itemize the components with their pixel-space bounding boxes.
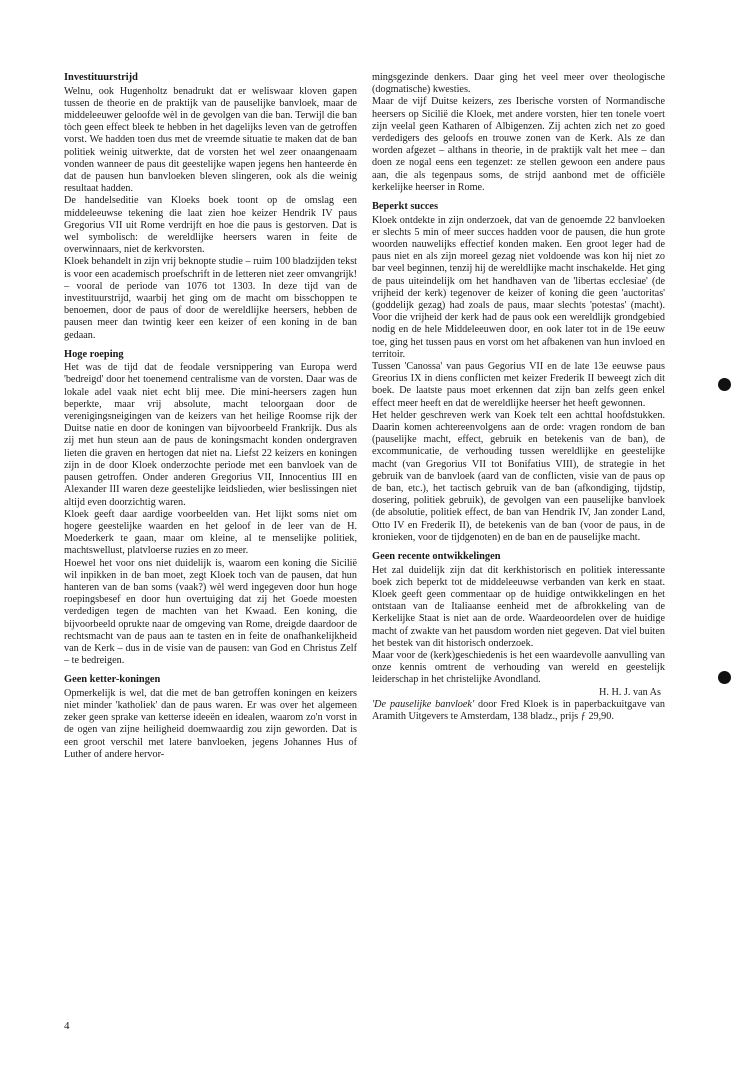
page-number: 4 bbox=[64, 1020, 70, 1032]
punch-hole-icon bbox=[718, 671, 731, 684]
section-title-hoge-roeping: Hoge roeping bbox=[64, 348, 124, 360]
paragraph: Maar de vijf Duitse keizers, zes Iberische vorsten of Normandische heersers op Sicilië die Kloek, met andere vorsten, hier ten tonele voert zijn veelal geen Katharen of Albigenzen. Zij achten zich net zo goed verdedigers des geloofs en trouwe zonen van de Kerk. Als ze dan worden afgezet – althans in theorie, in de praktijk valt het mee – dan doen ze nogal eens een tegenzet: ze stellen gewoon een andere paus aan, die als tegenpaus soms, de strijd aanbond met de officiële kerkelijke heerser in Rome. bbox=[372, 96, 665, 193]
book-reference bbox=[372, 699, 665, 723]
author-signature: H. H. J. van As bbox=[599, 686, 661, 698]
punch-hole-icon bbox=[718, 378, 731, 391]
paragraph: Welnu, ook Hugenholtz benadrukt dat er weliswaar kloven gapen tussen de theorie en de praktijk van de pauselijke banvloek, maar de middeleeuwer geloofde wèl in de gevolgen van die ban. Terwijl die ban tòch geen effect bleek te hebben in het dagelijks leven van de getroffen vorst. We hadden toen dus met de vreemde situatie te maken dat de ban politiek weinig uitwerkte, dat de vorsten het wel zeer onaangenaam vonden wanneer de paus dit geestelijke wapen jegens hen hanteerde èn dat de pausen hun banvloeken bleven slingeren, ook als die weinig resultaat hadden. bbox=[64, 85, 357, 195]
paragraph: Kloek behandelt in zijn vrij beknopte studie – ruim 100 bladzijden tekst is voor een academisch proefschrift in de letteren niet zeer omvangrijk! – vooral de periode van 1076 tot 1303. In deze tijd van de investituurstrijd, waarbij het ging om de macht om bisschoppen te benoemen, door de paus of door de wereldlijke heersers, hebben de pausen meer dan twintig keer een keizer of een koning in de ban gedaan. bbox=[64, 256, 357, 341]
paragraph: Maar voor de (kerk)geschiedenis is het een waardevolle aanvulling van onze kennis omtrent de verhouding van wereld en geestelijk leiderschap in het christelijke Avondland. bbox=[372, 649, 665, 686]
section-title-investituurstrijd: Investituurstrijd bbox=[64, 72, 138, 83]
paragraph: Hoewel het voor ons niet duidelijk is, waarom een koning die Sicilië wil inpikken in de ban moet, zegt Kloek toch van de pausen, dat hun hanteren van de ban soms (vaak?) wèl werd ingegeven door hun hoge roepingsbesef en door hun overtuiging dat zij het Goede moesten verdedigen tegen de machten van het Kwaad. Een koning, die bijvoorbeeld oprukte naar de omgeving van Rome, dreigde daardoor de rechtsmacht van de paus aan te tasten en in feite de onafhankelijkheid van de Kerk – dus in de visie van de pausen: van God en Christus Zelf – te bedreigen. bbox=[64, 557, 357, 667]
section-title-geen-ketter-koningen: Geen ketter-koningen bbox=[64, 674, 161, 686]
section-title-beperkt-succes: Beperkt succes bbox=[372, 201, 439, 213]
left-column bbox=[64, 72, 357, 761]
paragraph: Tussen 'Canossa' van paus Gegorius VII en de late 13e eeuwse paus Greorius IX in diens conflicten met keizer Frederik II beweegt zich dit boek. De laatste paus moet erkennen dat zijn ban zelfs geen enkel effect meer heeft en dat de wereldlijke heerser het heeft gewonnen. bbox=[372, 360, 665, 409]
paragraph: Het zal duidelijk zijn dat dit kerkhistorisch en politiek interessante boek zich beperkt tot de middeleeuwse verbanden van kerk en staat. Kloek geeft geen commentaar op de huidige ontwikkelingen en het ontstaan van de Italiaanse eenheid met de afbrokkeling van de Kerkelijke Staat is niet aan de orde. Waardeoordelen over de huidige macht of zwakte van het pausdom worden niet gegeven. Dat viel buiten het bestek van dit historisch onderzoek. bbox=[372, 564, 665, 649]
book-title: 'De pauselijke banvloek' bbox=[372, 698, 475, 710]
paragraph: Opmerkelijk is wel, dat die met de ban getroffen koningen en keizers niet minder 'katholiek' dan de paus waren. Er was over het algemeen zeker geen sprake van ketterse ideeën en idealen, waarom zo'n vorst in de ogen van zijne heiligheid doemwaardig zou zijn geworden. Dat is een groot verschil met latere banvloeken, jegens Johannes Hus of Luther of andere hervor- bbox=[64, 687, 357, 760]
paragraph: Het helder geschreven werk van Koek telt een achttal hoofdstukken. Daarin komen achtereenvolgens aan de orde: vragen rondom de ban (pauselijke macht, effect, gebruik en betekenis van de ban), de excommunicatie, de verhouding tussen wereldlijke en geestelijke macht (van Gregorius VII tot Bonifatius VIII), de strategie in het gebruik van de banvloek (aard van de conflicten, visie van de paus op de ban, etc.), het tactisch gebruik van de ban (afkondiging, tijdstip, dosering, politiek gebruik), de gevolgen van een pauselijke banvloek (de absolutie, politiek effect, de ban van Hendrik IV, Jan zonder Land, Otto IV en Frederik II), de betekenis van de ban (voor de paus, in de kronieken, voor de tijdgenoten) en de ban en de pauselijke macht. bbox=[372, 409, 665, 543]
paragraph: Kloek geeft daar aardige voorbeelden van. Het lijkt soms niet om hogere geestelijke waarden en het geloof in de leer van de H. Moederkerk te gaan, maar om kleine, al te menselijke politiek, machtswellust, platvloerse ruzies en zo meer. bbox=[64, 508, 357, 557]
paragraph: Kloek ontdekte in zijn onderzoek, dat van de genoemde 22 banvloeken er slechts 5 min of meer succes hadden voor de pausen, die hun grote woorden nauwelijks effectief konden maken. Een groot leger had de paus niet en als zijn moreel gezag niet voldoende was kon hij niet zo bar veel beginnen, tenzij hij de wereldlijke macht inschakelde. Het ging de paus uiteindelijk om het handhaven van de 'libertas ecclesiae' (de vrijheid der kerk) tegenover de keizer of koning die geen 'auctoritas' (goddelijk gezag) had zoals de paus, maar slechts 'potestas' (macht). Voor die vrijheid der kerk had de paus ook een wereldlijk grondgebied nodig en de hele Middeleeuwen door, en ook later tot in de 19e eeuw toe, ging het tussen paus en vorst om het afbakenen van hun invloed en territoir. bbox=[372, 214, 665, 360]
paragraph: Het was de tijd dat de feodale versnippering van Europa werd 'bedreigd' door het toenemend centralisme van de vorsten. Daar was de lokale adel vaak niet echt blij mee. Die mini-heersers zagen hun beperkte, maar vrij absolute, macht teloorgaan door de verenigingsneigingen van de keizers van het heilige Roomse rijk der Duitse natie en door de koningen van bijvoorbeeld Frankrijk. Dus als zij met hun steun aan de paus de koningsmacht konden ondergraven lieten die graven en hertogen dat niet na. Liefst 22 keizers en koningen zijn in de door Kloek onderzochte periode met een banvloek van de pausen getroffen. Onder anderen Gregorius VII, Innocentius III en Alexander III waren deze geestelijke leidslieden, wier beslissingen niet altijd even doorzichtig waren. bbox=[64, 362, 357, 508]
book-details: door Fred Kloek is in paperbackuitgave van Aramith Uitgevers te Amsterdam, 138 bladz., prijs ƒ 29,90. bbox=[372, 698, 665, 722]
paragraph: mingsgezinde denkers. Daar ging het veel meer over theologische (dogmatische) kwesties. bbox=[372, 72, 665, 96]
paragraph: De handelseditie van Kloeks boek toont op de omslag een middeleeuwse tekening die laat zien hoe keizer Hendrik IV paus Gregorius VII uit Rome verdrijft en hoe die paus is gestorven. Dat is wel symbolisch: de wereldlijke heersers waren in feite de overwinnaars, niet de kerkvorsten. bbox=[64, 195, 357, 256]
section-title-geen-recente-ontwikkelingen: Geen recente ontwikkelingen bbox=[372, 551, 501, 563]
right-column bbox=[372, 72, 665, 723]
